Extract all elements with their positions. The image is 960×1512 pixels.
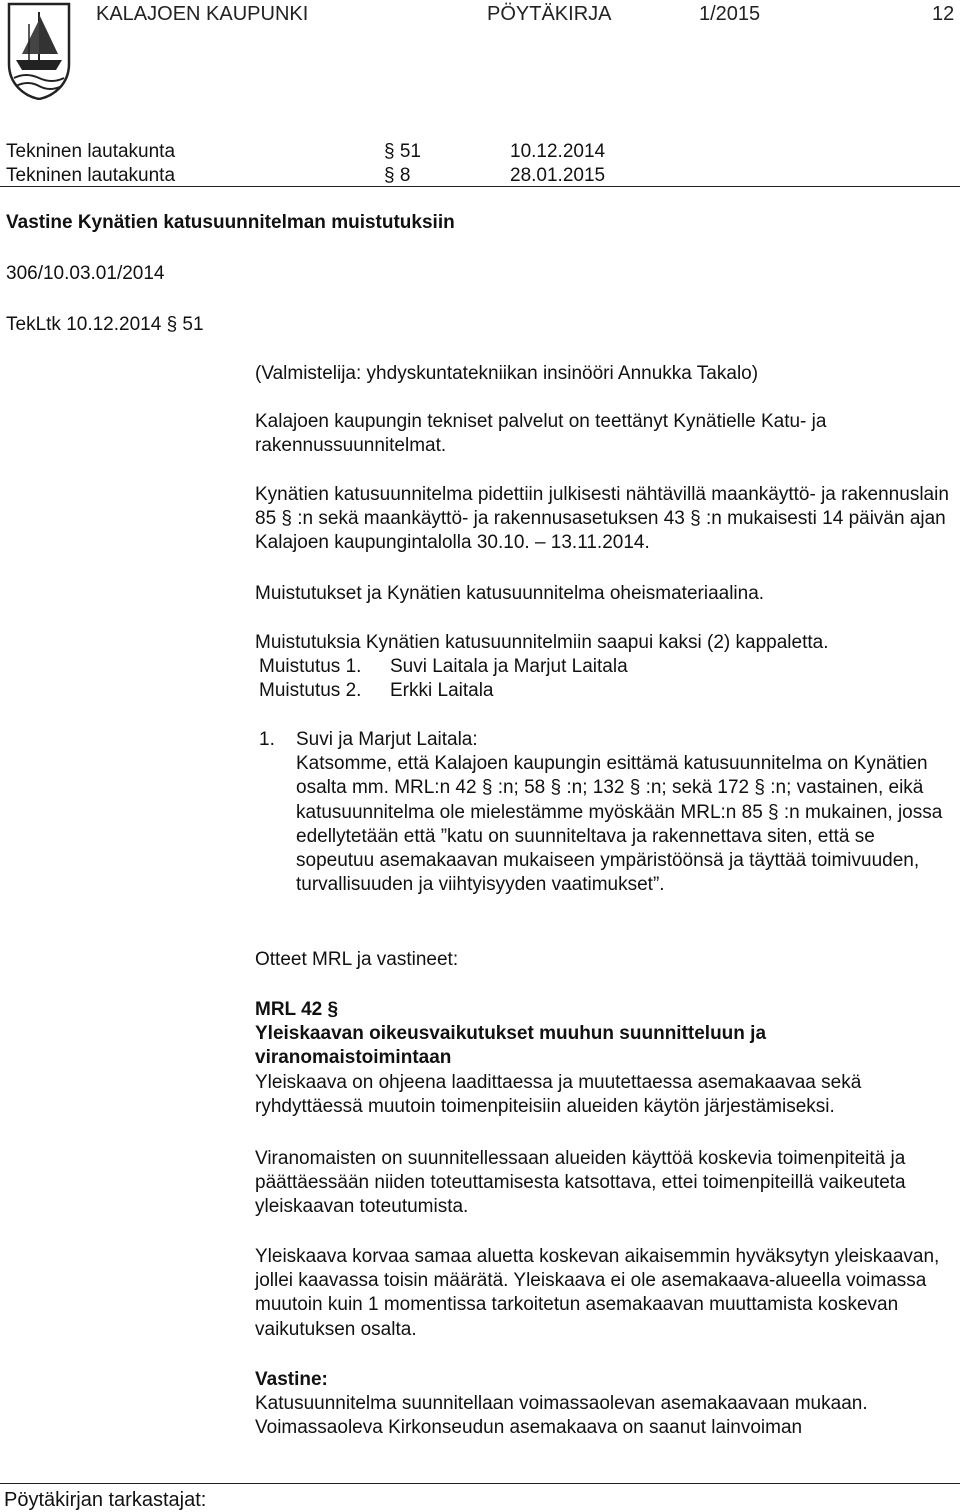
objection-2-names: Erkki Laitala (390, 680, 494, 701)
preparer-note: (Valmistelija: yhdyskuntatekniikan insinööri Annukka Takalo) (255, 363, 759, 384)
mrl42-section (255, 998, 955, 1119)
objection-detail-number: 1. (259, 729, 275, 750)
response-section (255, 1368, 955, 1441)
footer-reviewers-label: Pöytäkirjan tarkastajat: (4, 1489, 207, 1511)
objection-2-label: Muistutus 2. (259, 680, 362, 701)
organization-name: KALAJOEN KAUPUNKI (96, 3, 309, 25)
paragraph-1: Kalajoen kaupungin tekniset palvelut on teettänyt Kynätielle Katu- ja rakennussuunnitelmat. (255, 411, 827, 457)
mrl42-title: MRL 42 § (255, 999, 339, 1020)
meeting-section-1: § 51 (384, 141, 421, 162)
meeting-body-2: Tekninen lautakunta (6, 165, 176, 186)
response-label: Vastine: (255, 1369, 328, 1390)
excerpts-heading: Otteet MRL ja vastineet: (255, 949, 459, 970)
mrl42-paragraph-3: Yleiskaava korvaa samaa aluetta koskevan aikaisemmin hyväksytyn yleiskaavan, jollei kaavassa toisin määrätä. Yleiskaava ei ole asemakaava-alueella voimassa muutoin kuin 1 momentissa tarkoitetun asemakaavan muuttamista koskevan vaikutuksen osalta. (255, 1246, 940, 1340)
issue-number: 1/2015 (699, 3, 761, 25)
meeting-body-1: Tekninen lautakunta (6, 141, 176, 162)
paragraph-3: Muistutukset ja Kynätien katusuunnitelma oheismateriaalina. (255, 583, 765, 604)
agenda-title: Vastine Kynätien katusuunnitelman muistutuksiin (6, 212, 455, 233)
meeting-section-2: § 8 (384, 165, 411, 186)
header-divider (0, 186, 960, 187)
meeting-date-2: 28.01.2015 (510, 165, 606, 186)
footer-divider (0, 1483, 960, 1484)
meeting-date-1: 10.12.2014 (510, 141, 606, 162)
response-line-2: Voimassaoleva Kirkonseudun asemakaava on saanut lainvoiman (255, 1417, 803, 1439)
objection-detail-text: Katsomme, että Kalajoen kaupungin esittämä katusuunnitelma on Kynätien osalta mm. MRL:n 42 § :n; 58 § :n; 132 § :n; sekä 172 § :n; vastainen, eikä katusuunnitelma ole mielestämme myöskään MRL:n 85 § :n mukainen, jossa edellytetään että ”katu on suunniteltava ja rakennettava siten, että se sopeutuu asemakaavan mukaiseen ympäristöönsä ja täyttää toimivuuden, turvallisuuden ja viihtyisyyden vaatimukset”. (296, 753, 943, 896)
objection-1-label: Muistutus 1. (259, 656, 362, 677)
objection-1-names: Suvi Laitala ja Marjut Laitala (390, 656, 628, 677)
meeting-reference: TekLtk 10.12.2014 § 51 (6, 314, 204, 335)
mrl42-paragraph-2: Viranomaisten on suunnitellessaan alueiden käyttöä koskevia toimenpiteitä ja päättäessään niiden toteuttamisesta katsottava, ettei toimenpiteillä vaikeuteta yleiskaavan toteutumista. (255, 1148, 906, 1218)
paragraph-4: Muistutuksia Kynätien katusuunnitelmiin saapui kaksi (2) kappaletta. (255, 632, 829, 653)
page-number: 12 (932, 3, 955, 25)
objection-detail-heading: Suvi ja Marjut Laitala: (296, 729, 478, 750)
paragraph-2: Kynätien katusuunnitelma pidettiin julkisesti nähtävillä maankäyttö- ja rakennuslain 85 § :n sekä maankäyttö- ja rakennusasetuksen 43 § :n mukaisesti 14 päivän ajan Kalajoen kaupungintalolla 30.10. – 13.11.2014. (255, 484, 949, 554)
city-coat-of-arms-logo (6, 2, 72, 100)
document-type: PÖYTÄKIRJA (487, 3, 612, 25)
record-id: 306/10.03.01/2014 (6, 263, 165, 284)
mrl42-heading: Yleiskaavan oikeusvaikutukset muuhun suunnitteluun ja viranomaistoimintaan (255, 1023, 767, 1069)
response-line-1: Katusuunnitelma suunnitellaan voimassaolevan asemakaavaan mukaan. (255, 1393, 868, 1415)
mrl42-paragraph-1: Yleiskaava on ohjeena laadittaessa ja muutettaessa asemakaavaa sekä ryhdyttäessä muutoin toimenpiteisiin alueiden käytön järjestämiseksi. (255, 1071, 862, 1117)
